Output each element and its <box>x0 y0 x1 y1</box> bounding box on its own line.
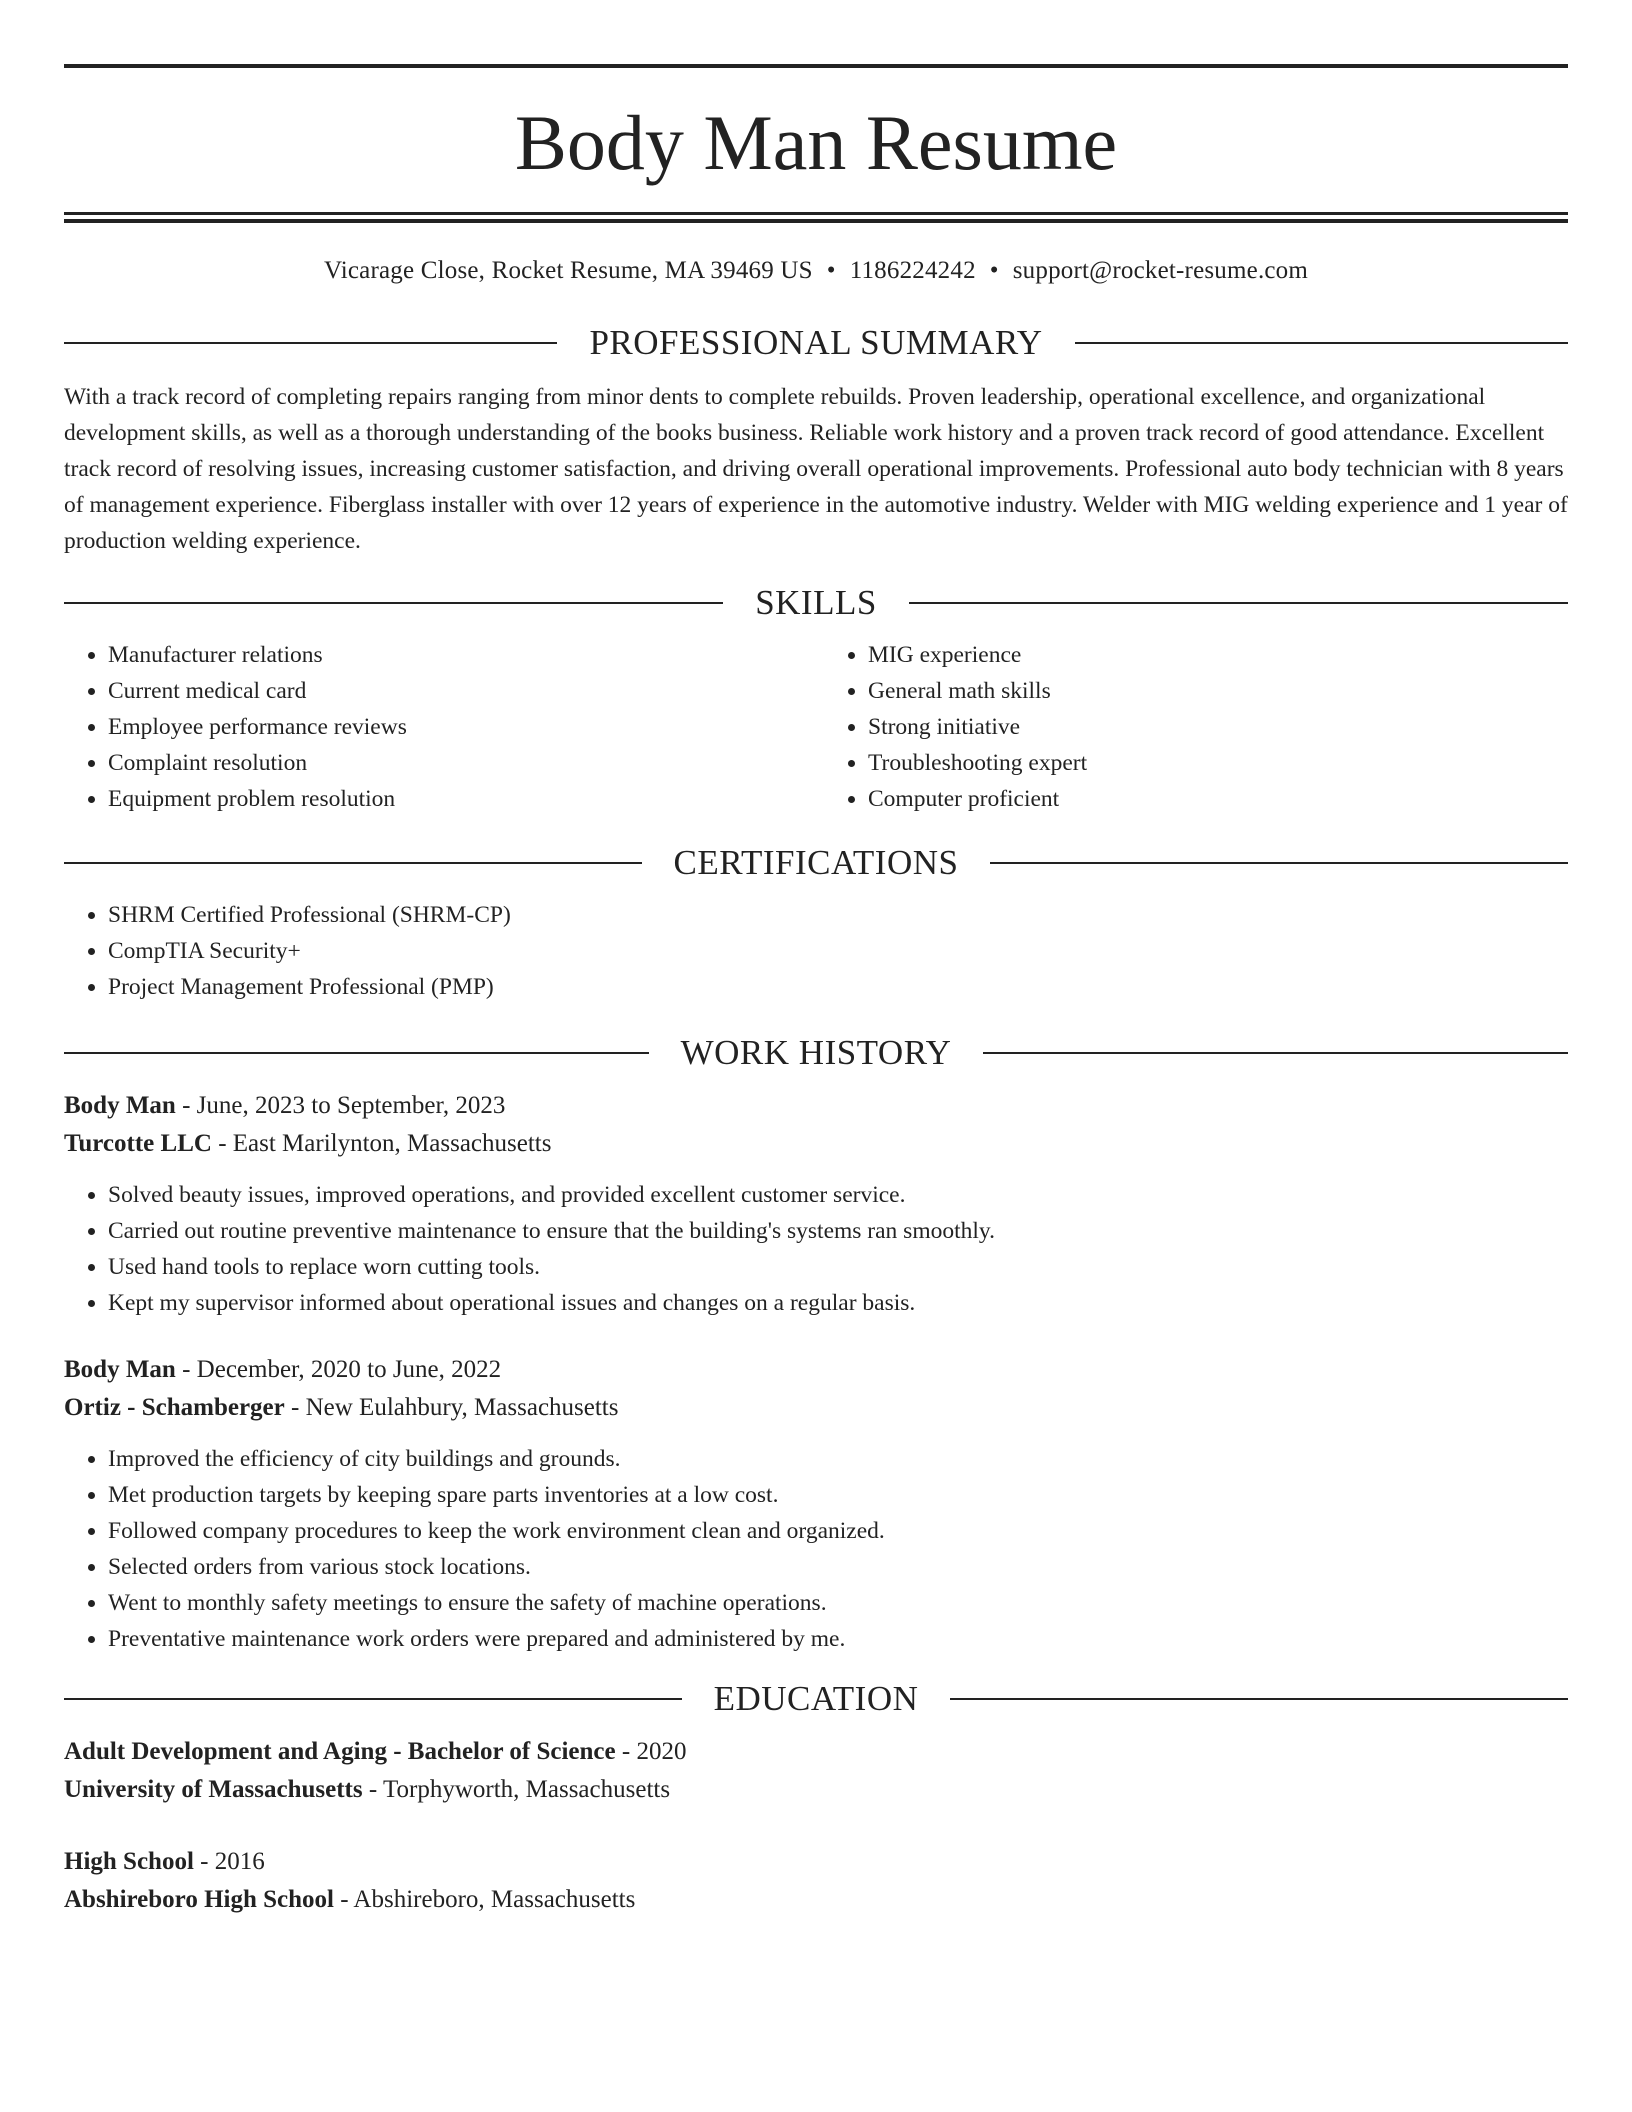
work-role-line <box>64 1351 1568 1389</box>
work-bullet: • Went to monthly safety meetings to ensure the safety of machine operations. <box>108 1585 1568 1621</box>
section-heading-summary <box>64 323 1568 363</box>
skill-item: • General math skills <box>868 673 1568 709</box>
skills-list-left <box>64 637 808 817</box>
contact-email: support@rocket-resume.com <box>1012 257 1309 284</box>
certification-item: • SHRM Certified Professional (SHRM-CP) <box>108 897 1568 933</box>
work-bullets <box>64 1441 1568 1657</box>
heading-rule <box>990 862 1568 864</box>
skill-item: • Equipment problem resolution <box>108 781 808 817</box>
education-degree-line <box>64 1843 1568 1881</box>
job-dates: - December, 2020 to June, 2022 <box>175 1355 502 1383</box>
company-name: Turcotte LLC <box>64 1129 212 1157</box>
work-entry <box>64 1351 1568 1657</box>
skill-item: • Computer proficient <box>868 781 1568 817</box>
work-bullet: • Met production targets by keeping spare parts inventories at a low cost. <box>108 1477 1568 1513</box>
skill-item: • MIG experience <box>868 637 1568 673</box>
section-heading-certifications <box>64 843 1568 883</box>
degree-year: - 2016 <box>193 1847 265 1875</box>
education-degree-line <box>64 1733 1568 1771</box>
skill-item: • Manufacturer relations <box>108 637 808 673</box>
job-title: Body Man <box>64 1091 176 1119</box>
certifications-list <box>64 897 1568 1005</box>
education-entry <box>64 1843 1568 1919</box>
heading-rule <box>64 1052 649 1054</box>
contact-separator: • <box>826 257 836 284</box>
heading-rule <box>64 862 642 864</box>
work-bullet: • Followed company procedures to keep the work environment clean and organized. <box>108 1513 1568 1549</box>
school-location: - Abshireboro, Massachusetts <box>333 1885 636 1913</box>
education-entry <box>64 1733 1568 1809</box>
heading-rule <box>909 602 1568 604</box>
company-location: - New Eulahbury, Massachusetts <box>284 1393 619 1421</box>
certification-item: • Project Management Professional (PMP) <box>108 969 1568 1005</box>
job-title: Body Man <box>64 1355 176 1383</box>
school-name: University of Massachusetts <box>64 1775 363 1803</box>
section-title: EDUCATION <box>713 1678 919 1718</box>
work-bullet: • Preventative maintenance work orders were prepared and administered by me. <box>108 1621 1568 1657</box>
work-company-line <box>64 1125 1568 1163</box>
company-location: - East Marilynton, Massachusetts <box>211 1129 552 1157</box>
work-company-line <box>64 1389 1568 1427</box>
heading-rule <box>64 602 723 604</box>
certification-item: • CompTIA Security+ <box>108 933 1568 969</box>
work-bullet: • Improved the efficiency of city buildings and grounds. <box>108 1441 1568 1477</box>
summary-paragraph: With a track record of completing repairs ranging from minor dents to complete rebuilds. Proven leadership, operational excellence, and organizational development skills, as well as a thorough understanding of the books business. Reliable work history and a proven track record of good attendance. Excellent track record of resolving issues, increasing customer satisfaction, and driving overall operational improvements. Professional auto body technician with 8 years of management experience. Fiberglass installer with over 12 years of experience in the automotive industry. Welder with MIG welding experience and 1 year of production welding experience. <box>64 384 1568 554</box>
education-school-line <box>64 1881 1568 1919</box>
work-bullet: • Used hand tools to replace worn cutting tools. <box>108 1249 1568 1285</box>
heading-rule <box>1075 342 1568 344</box>
resume-page <box>64 64 1568 1919</box>
contact-line <box>64 257 1568 285</box>
work-role-line <box>64 1087 1568 1125</box>
title-double-rule <box>64 212 1568 223</box>
school-name: Abshireboro High School <box>64 1885 334 1913</box>
skill-item: • Troubleshooting expert <box>868 745 1568 781</box>
section-heading-education <box>64 1679 1568 1719</box>
skill-item: • Strong initiative <box>868 709 1568 745</box>
skill-item: • Employee performance reviews <box>108 709 808 745</box>
company-name: Ortiz - Schamberger <box>64 1393 285 1421</box>
contact-separator: • <box>989 257 999 284</box>
heading-rule <box>983 1052 1568 1054</box>
section-title: SKILLS <box>755 582 877 622</box>
section-title: PROFESSIONAL SUMMARY <box>589 323 1043 362</box>
education-school-line <box>64 1771 1568 1809</box>
work-entry <box>64 1087 1568 1321</box>
section-heading-work <box>64 1033 1568 1073</box>
resume-title: Body Man Resume <box>514 99 1118 186</box>
skills-list-right <box>808 637 1568 817</box>
heading-rule <box>64 342 557 344</box>
section-title: WORK HISTORY <box>680 1032 952 1072</box>
heading-rule <box>950 1698 1568 1700</box>
work-bullet: • Kept my supervisor informed about operational issues and changes on a regular basis. <box>108 1285 1568 1321</box>
skill-item: • Complaint resolution <box>108 745 808 781</box>
skills-columns <box>64 623 1568 817</box>
contact-phone: 1186224242 <box>849 257 976 284</box>
degree-name: Adult Development and Aging - Bachelor of Science <box>64 1737 616 1765</box>
work-bullet: • Selected orders from various stock locations. <box>108 1549 1568 1585</box>
degree-year: - 2020 <box>615 1737 687 1765</box>
top-rule <box>64 64 1568 68</box>
skill-item: • Current medical card <box>108 673 808 709</box>
work-bullet: • Solved beauty issues, improved operations, and provided excellent customer service. <box>108 1177 1568 1213</box>
contact-address: Vicarage Close, Rocket Resume, MA 39469 US <box>323 257 813 284</box>
work-bullet: • Carried out routine preventive maintenance to ensure that the building's systems ran smoothly. <box>108 1213 1568 1249</box>
work-bullets <box>64 1177 1568 1321</box>
school-location: - Torphyworth, Massachusetts <box>362 1775 671 1803</box>
section-heading-skills <box>64 583 1568 623</box>
degree-name: High School <box>64 1847 194 1875</box>
section-title: CERTIFICATIONS <box>673 842 959 882</box>
job-dates: - June, 2023 to September, 2023 <box>175 1091 506 1119</box>
heading-rule <box>64 1698 682 1700</box>
